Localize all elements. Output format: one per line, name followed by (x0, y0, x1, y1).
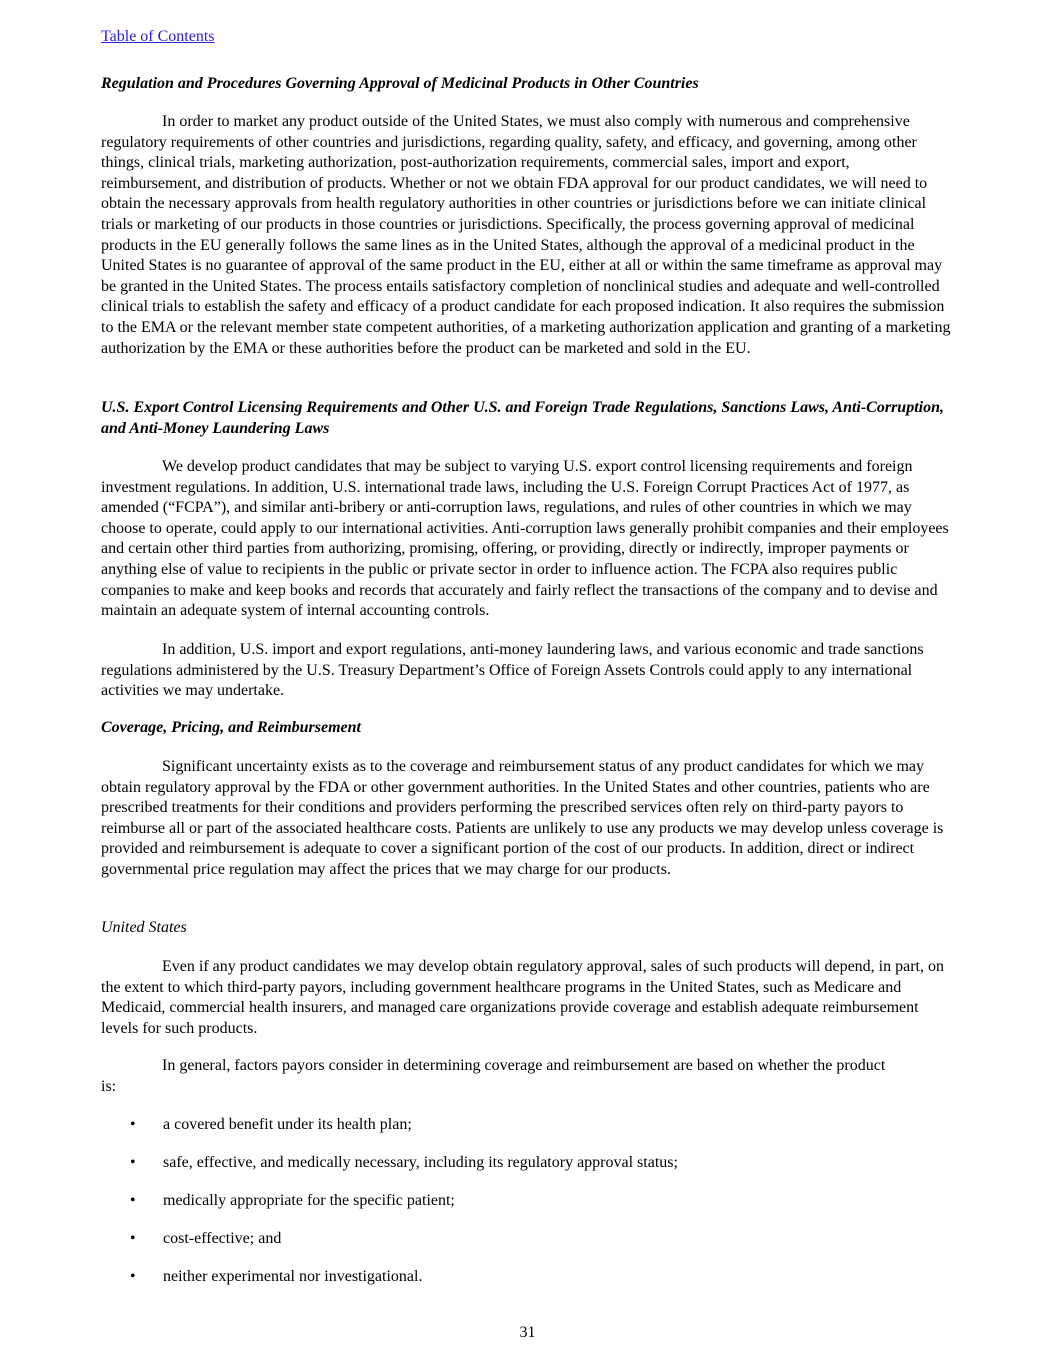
bullet-text: cost-effective; and (163, 1230, 282, 1247)
bullet-text: safe, effective, and medically necessary, including its regulatory approval status; (163, 1154, 678, 1171)
bullet-icon: • (130, 1268, 136, 1285)
bullet-text: medically appropriate for the specific patient; (163, 1192, 455, 1209)
paragraph-coverage: Significant uncertainty exists as to the coverage and reimbursement status of any product candidates for which we may obtain regulatory approval by the FDA or other government authorities. In the United States and other countries, patients who are prescribed treatments for their conditions and providers performing the prescribed services often rely on third-party payors to reimburse all or part of the associated healthcare costs. Patients are unlikely to use any products we may develop unless coverage is provided and reimbursement is adequate to cover a significant portion of the cost of our products. In addition, direct or indirect governmental price regulation may affect the prices that we may charge for our products. (101, 758, 944, 878)
subheading-united-states: United States (101, 919, 187, 936)
bullet-text: neither experimental nor investigational. (163, 1268, 423, 1285)
paragraph-export-control-2: In addition, U.S. import and export regulations, anti-money laundering laws, and various economic and trade sanctions regulations administered by the U.S. Treasury Department’s Office of Foreign Assets Controls could apply to any international activities we may undertake. (101, 641, 924, 700)
paragraph-trailing-word: is: (101, 1078, 117, 1095)
table-of-contents-link[interactable]: Table of Contents (101, 28, 215, 45)
section-heading-coverage: Coverage, Pricing, and Reimbursement (101, 719, 361, 736)
paragraph-united-states-2: In general, factors payors consider in determining coverage and reimbursement are based on whether the product (162, 1057, 886, 1074)
bullet-icon: • (130, 1230, 136, 1247)
bullet-icon: • (130, 1192, 136, 1209)
bullet-icon: • (130, 1116, 136, 1133)
bullet-text: a covered benefit under its health plan; (163, 1116, 412, 1133)
paragraph-united-states-1: Even if any product candidates we may develop obtain regulatory approval, sales of such products will depend, in part, on the extent to which third-party payors, including government healthcare programs in the United States, such as Medicare and Medicaid, commercial health insurers, and managed care organizations provide coverage and establish adequate reimbursement levels for such products. (101, 958, 944, 1037)
paragraph-export-control-1: We develop product candidates that may be subject to varying U.S. export control licensing requirements and foreign investment regulations. In addition, U.S. international trade laws, including the U.S. Foreign Corrupt Practices Act of 1977, as amended (“FCPA”), and similar anti-bribery or anti-corruption laws, regulations, and rules of other countries in which we may choose to operate, could apply to our international activities. Anti-corruption laws generally prohibit companies and their employees and certain other third parties from authorizing, promising, offering, or providing, directly or indirectly, improper payments or anything else of value to recipients in the public or private sector in order to influence action. The FCPA also requires public companies to make and keep books and records that accurately and fairly reflect the transactions of the company and to devise and maintain an adequate system of internal accounting controls. (101, 458, 949, 620)
section-heading-export-control: U.S. Export Control Licensing Requirements and Other U.S. and Foreign Trade Regulations, Sanctions Laws, Anti-Corruption, and Anti-Money Laundering Laws (101, 399, 944, 437)
page-number: 31 (519, 1324, 536, 1341)
bullet-icon: • (130, 1154, 136, 1171)
paragraph-other-countries: In order to market any product outside of the United States, we must also comply with numerous and comprehensive regulatory requirements of other countries and jurisdictions, regarding quality, safety, and efficacy, and governing, among other things, clinical trials, marketing authorization, post-authorization requirements, commercial sales, import and export, reimbursement, and distribution of products. Whether or not we obtain FDA approval for our product candidates, we will need to obtain the necessary approvals from health regulatory authorities in other countries or jurisdictions before we can initiate clinical trials or marketing of our products in those countries or jurisdictions. Specifically, the process governing approval of medicinal products in the EU generally follows the same lines as in the United States, although the approval of a medicinal product in the United States is no guarantee of approval of the same product in the EU, either at all or within the same timeframe as approval may be granted in the United States. The process entails satisfactory completion of nonclinical studies and adequate and well-controlled clinical trials to establish the safety and efficacy of a product candidate for each proposed indication. It also requires the submission to the EMA or the relevant member state competent authorities, of a marketing authorization application and granting of a marketing authorization by the EMA or these authorities before the product can be marketed and sold in the EU. (101, 113, 951, 357)
section-heading-other-countries: Regulation and Procedures Governing Approval of Medicinal Products in Other Countries (101, 75, 699, 92)
